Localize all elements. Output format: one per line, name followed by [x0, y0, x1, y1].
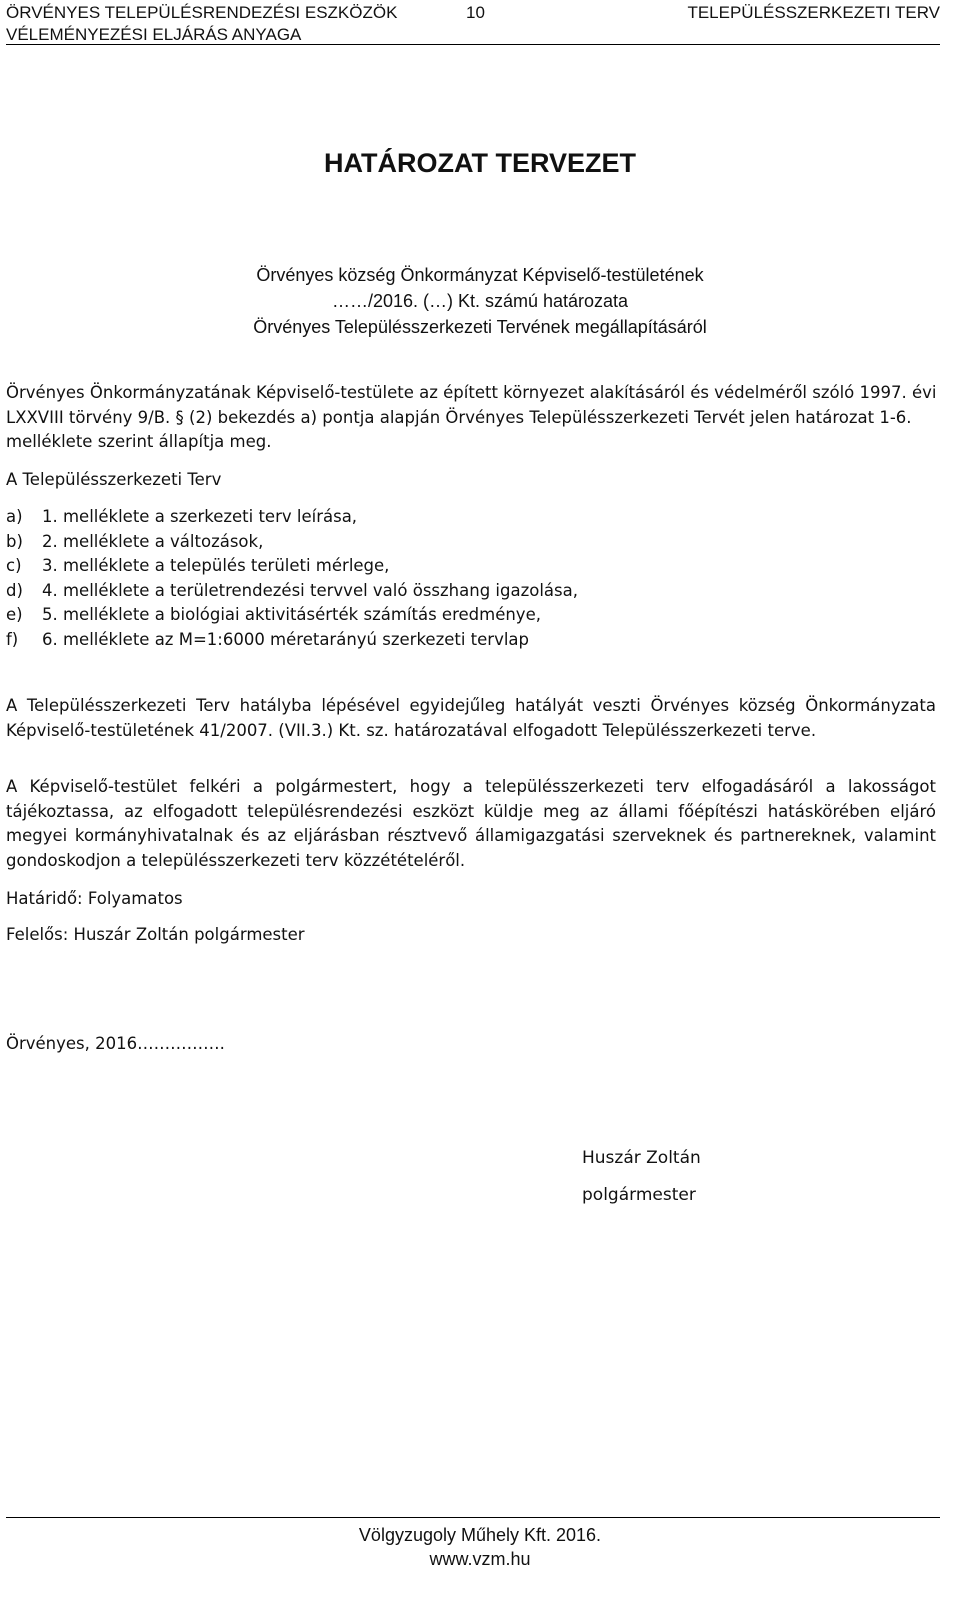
header-page-number: 10 [466, 3, 485, 22]
header-divider [6, 44, 940, 45]
list-marker: c) [6, 556, 22, 575]
resolution-heading-line: ……/2016. (…) Kt. számú határozata [331, 291, 629, 311]
repeal-paragraph: A Településszerkezeti Terv hatályba lépésével egyidejűleg hatályát veszti Örvényes község Önkormányzata Képviselő-testületének 41/2007. (VII.3.) Kt. sz. határozatával elfogadott Településszerkezeti terve. [6, 696, 936, 740]
signatory-role: polgármester [582, 1185, 696, 1205]
responsible-line: Felelős: Huszár Zoltán polgármester [6, 925, 305, 944]
request-paragraph: A Képviselő-testület felkéri a polgármestert, hogy a településszerkezeti terv elfogadásáról a lakosságot tájékoztassa, az elfogadott településrendezési eszközt küldje meg az állami főépítészi hatáskörében eljáró megyei kormányhivatalnak és az eljárásban résztvevő államigazgatási szerveknek és partnereknek, valamint gondoskodjon a településszerkezeti terv közzétételéről. [6, 777, 936, 870]
annex-list [6, 505, 906, 652]
place-date: Örvényes, 2016……………. [6, 1034, 225, 1053]
header-left-bottom: VÉLEMÉNYEZÉSI ELJÁRÁS ANYAGA [6, 25, 302, 44]
list-item [6, 603, 906, 628]
header-left-top: ÖRVÉNYES TELEPÜLÉSRENDEZÉSI ESZKÖZÖK [6, 3, 398, 22]
deadline-line: Határidő: Folyamatos [6, 889, 183, 908]
list-text: 1. melléklete a szerkezeti terv leírása, [42, 507, 358, 526]
list-marker: e) [6, 605, 23, 624]
list-text: 6. melléklete az M=1:6000 méretarányú szerkezeti tervlap [42, 629, 530, 649]
list-marker: f) [6, 629, 19, 649]
footer-website[interactable]: www.vzm.hu [429, 1549, 531, 1569]
list-item [6, 530, 906, 555]
resolution-heading [0, 262, 960, 340]
list-marker: d) [6, 580, 23, 600]
list-text: 3. melléklete a település területi mérlege, [42, 556, 390, 575]
resolution-heading-line: Örvényes község Önkormányzat Képviselő-testületének [256, 265, 704, 285]
list-item [6, 628, 906, 653]
list-item [6, 579, 906, 604]
signatory-name: Huszár Zoltán [582, 1148, 701, 1168]
resolution-heading-line: Örvényes Településszerkezeti Tervének megállapításáról [253, 317, 707, 337]
footer-company: Völgyzugoly Műhely Kft. 2016. [358, 1525, 602, 1545]
page-footer [0, 1523, 960, 1571]
list-text: 5. melléklete a biológiai aktivitásérték számítás eredménye, [42, 605, 541, 624]
list-text: 4. melléklete a területrendezési tervvel való összhang igazolása, [42, 580, 578, 600]
list-marker: b) [6, 531, 23, 551]
intro-paragraph: Örvényes Önkormányzatának Képviselő-testülete az épített környezet alakításáról és védelméről szóló 1997. évi LXXVIII törvény 9/B. § (2) bekezdés a) pontja alapján Örvényes Településszerkezeti Tervét jelen határozat 1-6. melléklete szerint állapítja meg. [6, 383, 937, 451]
header-right-top: TELEPÜLÉSSZERKEZETI TERV [687, 3, 940, 22]
list-item [6, 505, 906, 530]
list-marker: a) [6, 507, 23, 526]
document-title: HATÁROZAT TERVEZET [324, 148, 636, 178]
footer-divider [6, 1517, 940, 1518]
page-header [6, 2, 940, 46]
list-item [6, 554, 906, 579]
list-title: A Településszerkezeti Terv [6, 470, 222, 489]
signature-block [582, 1140, 701, 1214]
list-text: 2. melléklete a változások, [42, 531, 264, 551]
